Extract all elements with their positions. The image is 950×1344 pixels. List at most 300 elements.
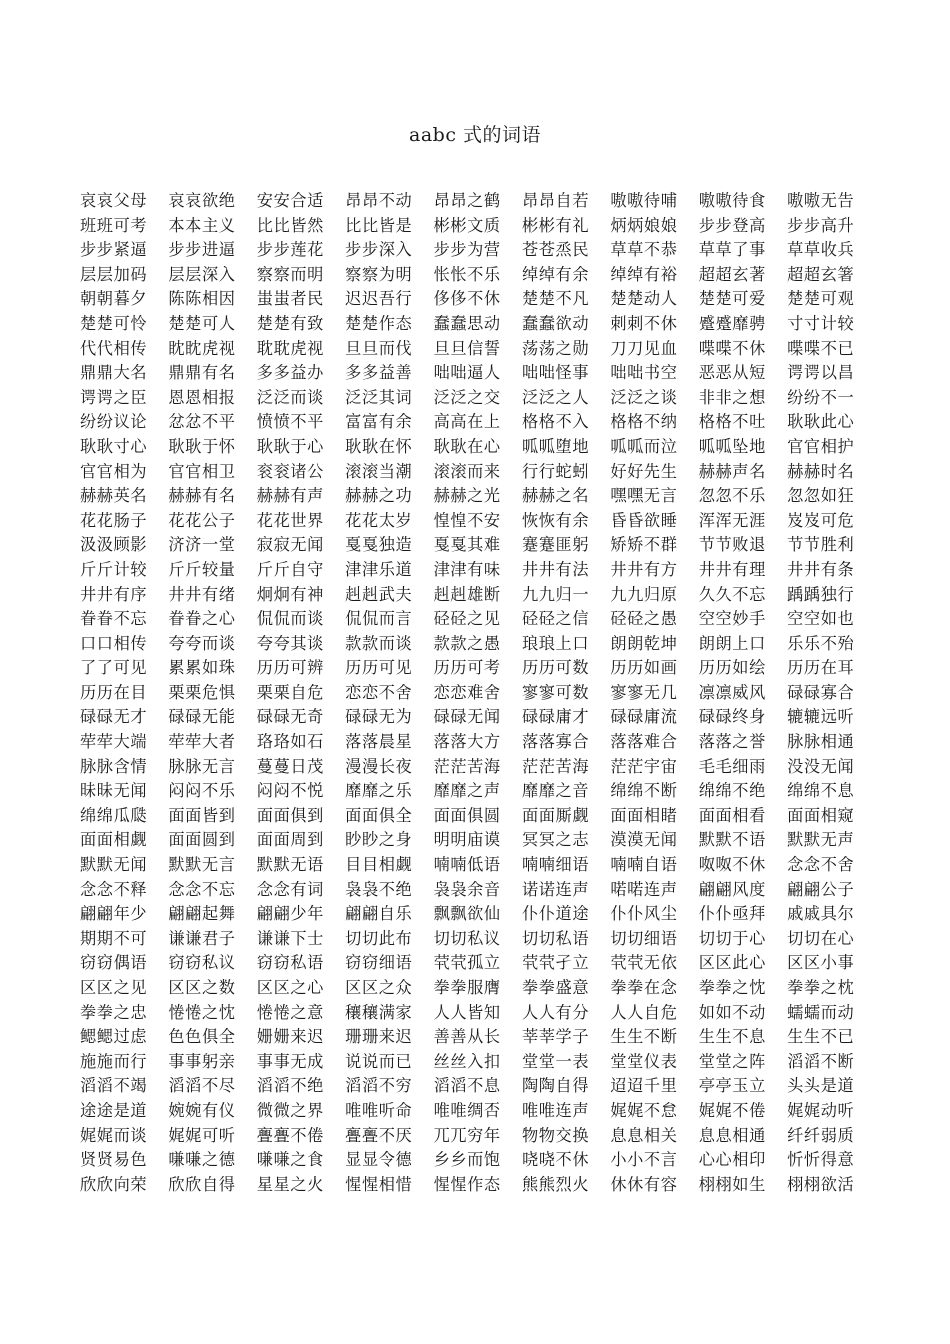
word-cell: 面面圆到	[168, 830, 236, 850]
word-cell: 色色俱全	[168, 1027, 236, 1047]
word-cell: 款款而谈	[345, 633, 413, 653]
table-row	[80, 484, 875, 509]
word-cell: 默默无声	[787, 830, 855, 850]
word-cell: 碌碌庸才	[521, 707, 590, 727]
word-cell: 微微之界	[256, 1100, 324, 1120]
word-cell: 济济一堂	[168, 535, 236, 555]
word-cell: 喃喃低语	[433, 855, 501, 875]
word-cell: 生生不已	[787, 1027, 855, 1047]
word-cell: 格格不吐	[698, 412, 766, 432]
word-cell: 滚滚当潮	[345, 461, 413, 481]
word-cell: 滔滔不尽	[168, 1076, 236, 1096]
word-cell: 津津乐道	[345, 559, 413, 579]
word-cell: 斤斤自守	[256, 559, 324, 579]
table-row	[80, 828, 875, 853]
word-cell: 咄咄书空	[610, 363, 678, 383]
word-cell: 谔谔以昌	[787, 363, 855, 383]
word-cell: 历历如画	[610, 658, 678, 678]
word-cell: 星星之火	[256, 1174, 324, 1194]
word-cell: 累累如珠	[168, 658, 236, 678]
word-cell: 眷眷不忘	[80, 609, 148, 629]
word-cell: 寂寂无闻	[256, 535, 324, 555]
word-cell: 仆仆道途	[521, 904, 590, 924]
table-row	[80, 435, 875, 460]
word-cell: 堂堂一表	[521, 1051, 590, 1071]
word-cell: 代代相传	[80, 338, 148, 358]
word-cell: 碌碌无奇	[256, 707, 324, 727]
word-cell: 恋恋难舍	[433, 682, 501, 702]
page-title: aabc 式的词语	[409, 124, 541, 146]
word-cell: 荦荦大者	[168, 732, 236, 752]
word-cell: 绰绰有余	[521, 264, 590, 284]
word-cell: 夸夸其谈	[256, 633, 324, 653]
word-cell: 班班可考	[80, 215, 148, 235]
word-cell: 朝朝暮夕	[80, 289, 148, 309]
word-cell: 面面相窥	[787, 805, 855, 825]
word-cell: 泛泛之谈	[610, 387, 678, 407]
table-row	[80, 287, 875, 312]
word-cell: 空空妙手	[698, 609, 766, 629]
word-cell: 朗朗上口	[698, 633, 766, 653]
word-cell: 人人自危	[610, 1002, 678, 1022]
table-row	[80, 1050, 875, 1075]
word-cell: 说说而已	[345, 1051, 413, 1071]
word-cell: 切切在心	[787, 928, 855, 948]
word-cell: 井井有绪	[168, 584, 236, 604]
word-cell: 多多益办	[256, 363, 324, 383]
word-cell: 咄咄怪事	[521, 363, 590, 383]
word-cell: 区区之见	[80, 978, 148, 997]
word-cell: 踽踽独行	[787, 584, 855, 604]
word-cell: 脉脉含情	[80, 756, 148, 776]
word-cell: 茫茫宇宙	[610, 756, 678, 776]
word-cell: 口口相传	[80, 633, 148, 653]
word-cell: 谦谦君子	[168, 928, 236, 948]
table-row	[80, 1025, 875, 1050]
word-cell: 荦荦大端	[80, 732, 148, 752]
table-row	[80, 533, 875, 558]
word-cell: 脉脉相通	[787, 732, 855, 752]
word-cell: 寸寸计较	[787, 313, 855, 333]
word-cell: 侃侃而谈	[256, 609, 324, 629]
word-cell: 切切细语	[610, 928, 678, 948]
word-cell: 堂堂之阵	[698, 1051, 766, 1071]
word-cell: 比比皆然	[256, 215, 324, 235]
word-cell: 九九归原	[610, 584, 678, 604]
word-cell: 井井有理	[698, 559, 766, 579]
word-cell: 安安合适	[256, 191, 324, 210]
word-cell: 拳拳盛意	[521, 978, 590, 997]
word-cell: 九九归一	[521, 584, 590, 604]
table-row	[80, 361, 875, 386]
word-cell: 碌碌寡合	[787, 682, 855, 702]
word-cell: 空空如也	[787, 609, 855, 629]
word-cell: 哀哀父母	[80, 191, 148, 210]
word-cell: 靡靡之乐	[345, 781, 413, 801]
word-cell: 物物交换	[521, 1125, 590, 1145]
word-cell: 穰穰满家	[345, 1002, 413, 1022]
word-cell: 娓娓可听	[168, 1125, 236, 1145]
word-cell: 惺惺相惜	[345, 1174, 413, 1194]
word-cell: 切切于心	[698, 928, 766, 948]
word-cell: 拳拳在念	[610, 978, 678, 997]
word-cell: 明明庙谟	[433, 830, 501, 850]
word-cell: 碌碌无为	[345, 707, 413, 727]
word-cell: 绵绵不息	[787, 781, 855, 801]
word-cell: 赫赫有声	[256, 486, 324, 506]
word-cell: 没没无闻	[787, 756, 855, 776]
word-cell: 切切此布	[345, 928, 413, 948]
word-cell: 楚楚可怜	[80, 313, 148, 333]
table-row	[80, 705, 875, 730]
word-cell: 拳拳之忠	[80, 1002, 148, 1022]
word-cell: 赫赫之功	[345, 486, 413, 506]
word-cell: 唯唯连声	[521, 1100, 590, 1120]
word-cell: 区区之数	[168, 978, 236, 997]
word-cell: 了了可见	[80, 658, 148, 678]
word-cell: 哀哀欲绝	[168, 191, 236, 210]
word-cell: 嗷嗷待哺	[610, 191, 678, 210]
word-cell: 岌岌可危	[787, 510, 855, 530]
table-row	[80, 607, 875, 632]
word-cell: 步步莲花	[256, 240, 324, 260]
word-cell: 娓娓不倦	[698, 1100, 766, 1120]
word-cell: 草草不恭	[610, 240, 678, 260]
word-cell: 炯炯有神	[256, 584, 324, 604]
word-cell: 漠漠无闻	[610, 830, 678, 850]
word-cell: 咄咄逼人	[433, 363, 501, 383]
word-cell: 官官相卫	[168, 461, 236, 481]
word-cell: 赫赫有名	[168, 486, 236, 506]
table-row	[80, 1124, 875, 1149]
word-cell: 彬彬文质	[433, 215, 501, 235]
word-cell: 念念不舍	[787, 855, 855, 875]
word-cell: 怅怅不乐	[433, 264, 501, 284]
word-cell: 茫茫苦海	[521, 756, 590, 776]
word-cell: 楚楚可人	[168, 313, 236, 333]
word-cell: 恩恩相报	[168, 387, 236, 407]
table-row	[80, 189, 875, 214]
table-row	[80, 853, 875, 878]
word-cell: 仆仆亟拜	[698, 904, 766, 924]
word-cell: 绵绵不绝	[698, 781, 766, 801]
word-cell: 花花肠子	[80, 510, 148, 530]
word-cell: 面面皆到	[168, 805, 236, 825]
word-cell: 久久不忘	[698, 584, 766, 604]
word-cell: 本本主义	[168, 215, 236, 235]
word-cell: 泛泛而谈	[256, 387, 324, 407]
word-cell: 蠢蠢思动	[433, 313, 501, 333]
word-cell: 楚楚动人	[610, 289, 678, 309]
word-cell: 面面相觑	[80, 830, 148, 850]
word-cell: 碌碌无闻	[433, 707, 501, 727]
word-cell: 滔滔不息	[433, 1076, 501, 1096]
table-row	[80, 632, 875, 657]
word-cell: 栗栗自危	[256, 682, 324, 702]
word-cell: 历历在目	[80, 682, 148, 702]
word-cell: 花花公子	[168, 510, 236, 530]
word-cell: 鳃鳃过虑	[80, 1027, 148, 1047]
word-cell: 蠢蠢欲动	[521, 313, 590, 333]
word-cell: 冥冥之志	[521, 830, 590, 850]
word-cell: 漫漫长夜	[345, 756, 413, 776]
word-cell: 期期不可	[80, 928, 148, 948]
word-cell: 翩翩风度	[698, 879, 766, 899]
word-cell: 丝丝入扣	[433, 1051, 501, 1071]
word-cell: 默默无语	[256, 855, 324, 875]
word-cell: 翩翩自乐	[345, 904, 413, 924]
word-cell: 心心相印	[698, 1150, 766, 1170]
word-cell: 喋喋不休	[698, 338, 766, 358]
word-cell: 谦谦下士	[256, 928, 324, 948]
word-cell: 袅袅不绝	[345, 879, 413, 899]
word-cell: 步步进逼	[168, 240, 236, 260]
word-cell: 鼎鼎有名	[168, 363, 236, 383]
word-cell: 辘辘远听	[787, 707, 855, 727]
word-cell: 陈陈相因	[168, 289, 236, 309]
word-cell: 娓娓动听	[787, 1100, 855, 1120]
word-cell: 闷闷不乐	[168, 781, 236, 801]
word-cell: 落落难合	[610, 732, 678, 752]
word-cell: 格格不纳	[610, 412, 678, 432]
word-cell: 井井有序	[80, 584, 148, 604]
word-cell: 格格不入	[521, 412, 590, 432]
word-cell: 忻忻得意	[787, 1150, 855, 1170]
word-cell: 浑浑无涯	[698, 510, 766, 530]
word-cell: 人人有分	[521, 1002, 590, 1022]
word-cell: 花花世界	[256, 510, 324, 530]
word-cell: 比比皆是	[345, 215, 413, 235]
word-cell: 熊熊烈火	[521, 1174, 590, 1194]
word-cell: 耿耿寸心	[80, 436, 148, 456]
word-cell: 蹙蹙靡骋	[698, 313, 766, 333]
word-cell: 赫赫之光	[433, 486, 501, 506]
word-cell: 息息相关	[610, 1125, 678, 1145]
word-cell: 昂昂之鹤	[433, 191, 501, 210]
word-cell: 纷纷不一	[787, 387, 855, 407]
word-cell: 超超玄著	[698, 264, 766, 284]
word-cell: 滔滔不绝	[256, 1076, 324, 1096]
word-cell: 默默无言	[168, 855, 236, 875]
word-cell: 节节胜利	[787, 535, 855, 555]
word-cell: 耽耽虎视	[256, 338, 324, 358]
word-cell: 堂堂仪表	[610, 1051, 678, 1071]
word-cell: 非非之想	[698, 387, 766, 407]
word-cell: 翩翩年少	[80, 904, 148, 924]
word-cell: 旦旦而伐	[345, 338, 413, 358]
word-cell: 面面相看	[698, 805, 766, 825]
word-cell: 珊珊来迟	[345, 1027, 413, 1047]
word-cell: 滔滔不穷	[345, 1076, 413, 1096]
word-cell: 唯唯绸否	[433, 1100, 501, 1120]
table-row	[80, 263, 875, 288]
word-cell: 茫茫苦海	[433, 756, 501, 776]
word-cell: 楚楚作态	[345, 313, 413, 333]
word-cell: 节节败退	[698, 535, 766, 555]
word-cell: 人人皆知	[433, 1002, 501, 1022]
table-row	[80, 238, 875, 263]
word-cell: 滔滔不断	[787, 1051, 855, 1071]
word-cell: 小小不言	[610, 1150, 678, 1170]
word-cell: 面面俱全	[345, 805, 413, 825]
word-cell: 步步紧逼	[80, 240, 148, 260]
table-row	[80, 927, 875, 952]
word-cell: 念念有词	[256, 879, 324, 899]
word-cell: 喃喃细语	[521, 855, 590, 875]
word-cell: 富富有余	[345, 412, 413, 432]
word-cell: 昂昂不动	[345, 191, 413, 210]
word-cell: 汲汲顾影	[80, 535, 148, 555]
word-cell: 欣欣向荣	[80, 1174, 148, 1194]
word-cell: 念念不释	[80, 879, 148, 899]
word-cell: 楚楚有致	[256, 313, 324, 333]
word-cell: 行行蛇蚓	[521, 461, 590, 481]
word-cell: 欣欣自得	[168, 1174, 236, 1194]
word-cell: 察察而明	[256, 264, 324, 284]
table-row	[80, 214, 875, 239]
word-cell: 纤纤弱质	[787, 1125, 855, 1145]
word-cell: 步步深入	[345, 240, 413, 260]
word-cell: 途途是道	[80, 1100, 148, 1120]
word-cell: 官官相护	[787, 436, 855, 456]
word-cell: 琅琅上口	[521, 633, 590, 653]
word-cell: 面面周到	[256, 830, 324, 850]
word-cell: 井井有方	[610, 559, 678, 579]
word-cell: 历历在耳	[787, 658, 855, 678]
word-cell: 超超玄箸	[787, 264, 855, 284]
word-cell: 茕茕孤立	[433, 953, 501, 973]
table-row	[80, 337, 875, 362]
word-cell: 耿耿此心	[787, 412, 855, 432]
table-row	[80, 951, 875, 976]
word-cell: 区区小事	[787, 953, 855, 973]
word-cell: 区区此心	[698, 953, 766, 973]
table-row	[80, 755, 875, 780]
word-cell: 津津有味	[433, 559, 501, 579]
table-row	[80, 902, 875, 927]
word-cell: 翩翩起舞	[168, 904, 236, 924]
word-cell: 戛戛其难	[433, 535, 501, 555]
word-cell: 诺诺连声	[521, 879, 590, 899]
word-cell: 步步登高	[698, 215, 766, 235]
word-cell: 娓娓而谈	[80, 1125, 148, 1145]
table-row	[80, 1099, 875, 1124]
word-cell: 旦旦信誓	[433, 338, 501, 358]
word-cell: 飘飘欲仙	[433, 904, 501, 924]
word-cell: 惓惓之意	[256, 1002, 324, 1022]
word-cell: 呶呶不休	[698, 855, 766, 875]
word-cell: 窃窃私语	[256, 953, 324, 973]
word-cell: 察察为明	[345, 264, 413, 284]
word-cell: 袅袅余音	[433, 879, 501, 899]
word-cell: 历历可数	[521, 658, 590, 678]
word-cell: 嗷嗷无告	[787, 191, 855, 210]
word-table	[80, 189, 875, 1197]
word-cell: 硁硁之愚	[610, 609, 678, 629]
word-cell: 落落晨星	[345, 732, 413, 752]
word-cell: 拳拳之忱	[698, 978, 766, 997]
word-cell: 刺刺不休	[610, 313, 678, 333]
word-cell: 嘿嘿无言	[610, 486, 678, 506]
word-cell: 眇眇之身	[345, 830, 413, 850]
word-cell: 仆仆风尘	[610, 904, 678, 924]
word-cell: 井井有条	[787, 559, 855, 579]
table-row	[80, 386, 875, 411]
word-cell: 夸夸而谈	[168, 633, 236, 653]
word-cell: 眷眷之心	[168, 609, 236, 629]
word-cell: 昏昏欲睡	[610, 510, 678, 530]
word-cell: 喃喃自语	[610, 855, 678, 875]
word-cell: 炳炳娘娘	[610, 215, 678, 235]
word-cell: 层层深入	[168, 264, 236, 284]
word-cell: 陶陶自得	[521, 1076, 590, 1096]
word-cell: 赳赳武夫	[345, 584, 413, 604]
word-cell: 茕茕孑立	[521, 953, 590, 973]
word-cell: 喋喋不已	[787, 338, 855, 358]
word-cell: 矫矫不群	[610, 535, 678, 555]
word-cell: 靡靡之音	[521, 781, 590, 801]
word-cell: 侃侃而言	[345, 609, 413, 629]
word-cell: 侈侈不休	[433, 289, 501, 309]
word-cell: 靡靡之声	[433, 781, 501, 801]
word-cell: 谔谔之臣	[80, 387, 148, 407]
word-cell: 楚楚可观	[787, 289, 855, 309]
word-cell: 呱呱而泣	[610, 436, 678, 456]
word-cell: 赫赫声名	[698, 461, 766, 481]
word-cell: 鼎鼎大名	[80, 363, 148, 383]
word-cell: 绵绵不断	[610, 781, 678, 801]
word-cell: 事事无成	[256, 1051, 324, 1071]
word-cell: 婉婉有仪	[168, 1100, 236, 1120]
word-cell: 念念不忘	[168, 879, 236, 899]
word-cell: 落落寡合	[521, 732, 590, 752]
word-cell: 生生不息	[698, 1027, 766, 1047]
word-cell: 落落之誉	[698, 732, 766, 752]
word-cell: 彬彬有礼	[521, 215, 590, 235]
word-cell: 面面相睹	[610, 805, 678, 825]
word-cell: 茕茕无依	[610, 953, 678, 973]
word-cell: 泛泛之人	[521, 387, 590, 407]
word-cell: 碌碌终身	[698, 707, 766, 727]
word-cell: 硁硁之见	[433, 609, 501, 629]
word-cell: 窃窃私议	[168, 953, 236, 973]
word-cell: 贤贤易色	[80, 1150, 148, 1170]
word-cell: 区区之心	[256, 978, 324, 997]
word-cell: 历历可见	[345, 658, 413, 678]
word-cell: 多多益善	[345, 363, 413, 383]
word-cell: 昧昧无闻	[80, 781, 148, 801]
word-cell: 碌碌庸流	[610, 707, 678, 727]
word-cell: 姗姗来迟	[256, 1027, 324, 1047]
word-cell: 头头是道	[787, 1076, 855, 1096]
word-cell: 刀刀见血	[610, 338, 678, 358]
word-cell: 窃窃偶语	[80, 953, 148, 973]
table-row	[80, 509, 875, 534]
word-cell: 高高在上	[433, 412, 501, 432]
word-cell: 苍苍烝民	[521, 240, 590, 260]
word-cell: 面面俱到	[256, 805, 324, 825]
table-row	[80, 730, 875, 755]
word-cell: 休休有容	[610, 1174, 678, 1194]
word-cell: 眈眈虎视	[168, 338, 236, 358]
word-cell: 事事躬亲	[168, 1051, 236, 1071]
word-cell: 绰绰有裕	[610, 264, 678, 284]
table-row	[80, 410, 875, 435]
word-cell: 翩翩少年	[256, 904, 324, 924]
word-cell: 蠕蠕而动	[787, 1002, 855, 1022]
word-cell: 窃窃细语	[345, 953, 413, 973]
table-row	[80, 976, 875, 1001]
